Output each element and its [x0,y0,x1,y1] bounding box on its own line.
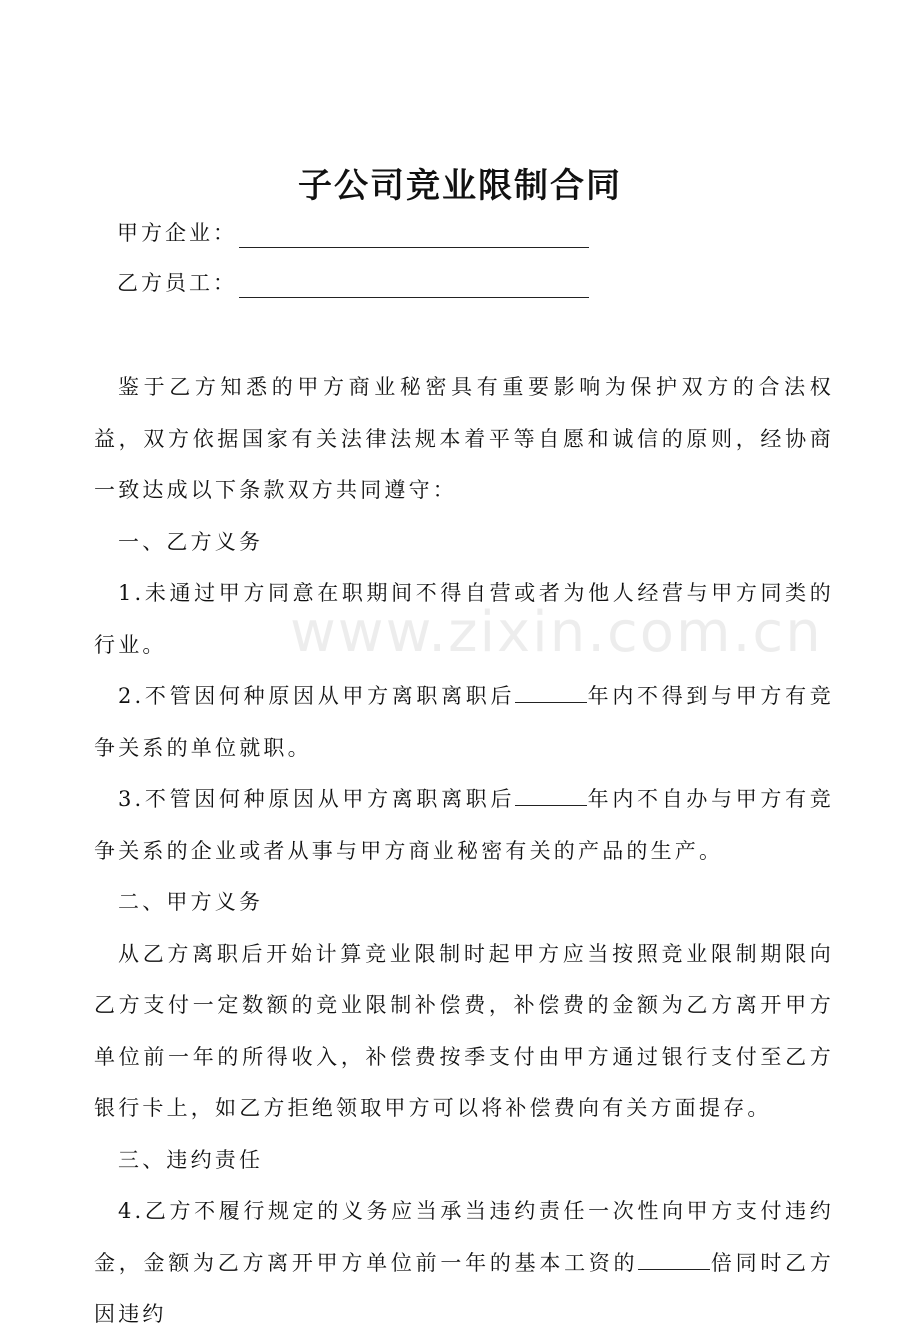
clause-4-blank [638,1249,710,1270]
section2-heading: 二、甲方义务 [118,890,264,914]
clause-2-blank [515,682,587,703]
clause-2 [94,671,834,774]
clause-3-post: 年内不自办与甲方有竞争关系的企业或者从事与甲方商业秘密有关的产品的生产。 [94,787,835,863]
clause-4 [94,1186,834,1341]
section3-heading: 三、违约责任 [118,1147,264,1172]
document-title: 子公司竞业限制合同 [298,166,622,206]
clause-2-post: 年内不得到与甲方有竞争关系的单位就职。 [94,684,835,760]
clause-4-pre: 4.乙方不履行规定的义务应当承当违约责任一次性向甲方支付违约金，金额为乙方离开甲方单位前一年的基本工资的 [94,1199,834,1275]
party-a-field [117,218,589,248]
clause-3-blank [515,785,587,806]
party-b-blank [239,275,589,298]
clause-4-post: 倍同时乙方因违约 [94,1250,834,1326]
clause-2-pre: 2.不管因何种原因从甲方离职离职后 [118,684,516,708]
party-a-blank [239,225,589,248]
party-a-label: 甲方企业： [117,221,237,245]
clause-3 [94,774,834,877]
clause-1: 1.未通过甲方同意在职期间不得自营或者为他人经营与甲方同类的行业。 [94,581,834,657]
intro-paragraph: 鉴于乙方知悉的甲方商业秘密具有重要影响为保护双方的合法权益，双方依据国家有关法律法规本着平等自愿和诚信的原则，经协商一致达成以下条款双方共同遵守： [94,375,834,502]
section2-paragraph: 从乙方离职后开始计算竞业限制时起甲方应当按照竞业限制期限向乙方支付一定数额的竞业限制补偿费，补偿费的金额为乙方离开甲方单位前一年的所得收入，补偿费按季支付由甲方通过银行支付至乙方银行卡上，如乙方拒绝领取甲方可以将补偿费向有关方面提存。 [94,941,834,1120]
party-b-field [117,268,589,298]
contract-body [94,362,834,1341]
party-b-label: 乙方员工： [117,271,237,295]
section1-heading: 一、乙方义务 [118,529,264,554]
clause-3-pre: 3.不管因何种原因从甲方离职离职后 [118,787,516,811]
watermark: www.zixin.com.cn [290,600,823,665]
